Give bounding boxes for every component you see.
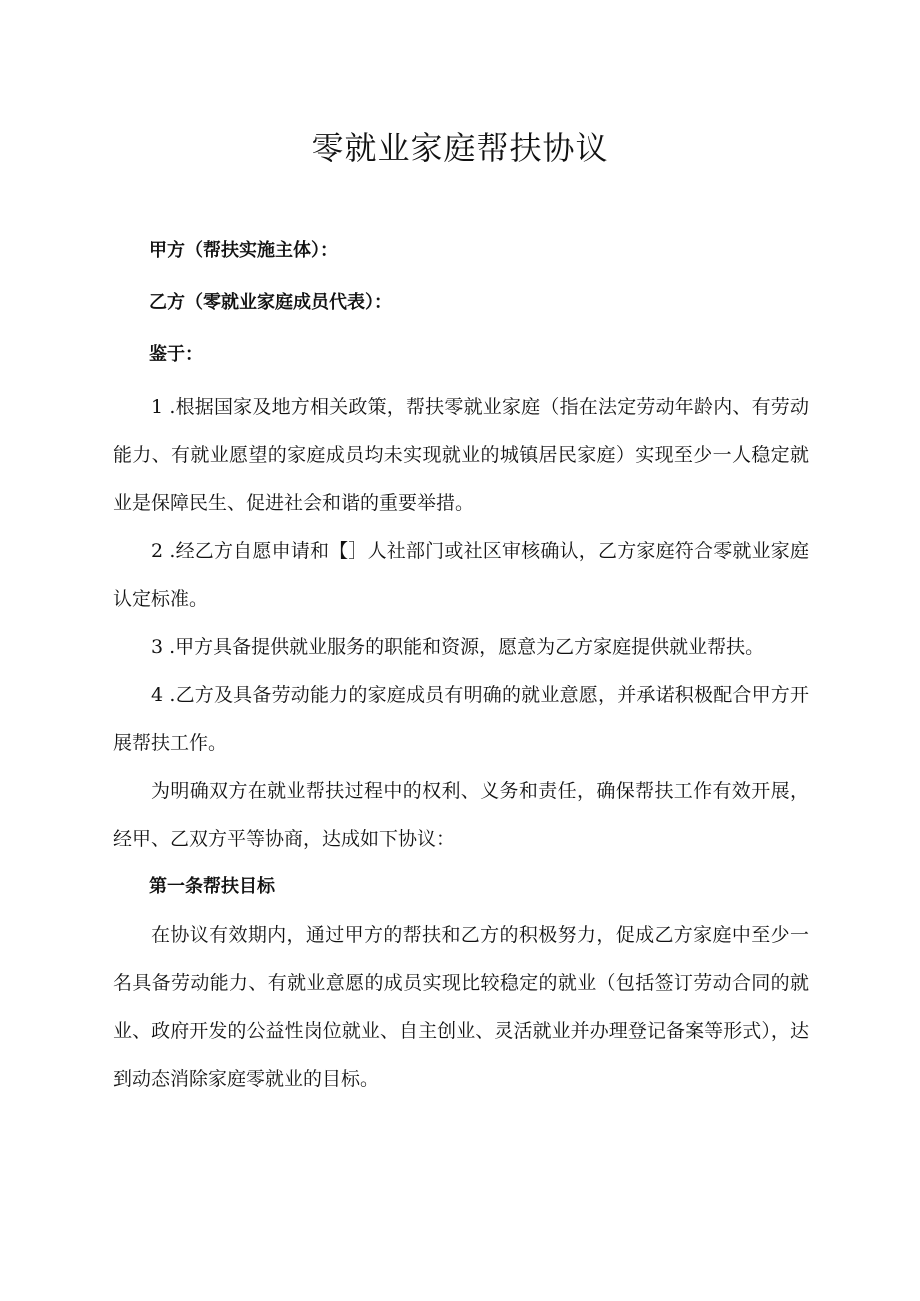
- article-1-heading: 第一条帮扶目标: [149, 876, 275, 897]
- document-title: 零就业家庭帮扶协议: [311, 129, 609, 167]
- whereas-heading: 鉴于：: [149, 344, 203, 365]
- whereas-item-2: 2 .经乙方自愿申请和【］人社部门或社区审核确认，乙方家庭符合零就业家庭认定标准。: [113, 540, 809, 610]
- document-body: [113, 227, 809, 1103]
- whereas-item-3: 3 .甲方具备提供就业服务的职能和资源，愿意为乙方家庭提供就业帮扶。: [151, 636, 765, 658]
- party-b-line: 乙方（零就业家庭成员代表）：: [149, 292, 392, 313]
- whereas-item-4: 4 .乙方及具备劳动能力的家庭成员有明确的就业意愿，并承诺积极配合甲方开展帮扶工作。: [113, 684, 809, 754]
- party-a-line: 甲方（帮扶实施主体）：: [149, 240, 338, 261]
- article-1-paragraph: 在协议有效期内，通过甲方的帮扶和乙方的积极努力，促成乙方家庭中至少一名具备劳动能力、有就业意愿的成员实现比较稳定的就业（包括签订劳动合同的就业、政府开发的公益性岗位就业、自主创业、灵活就业并办理登记备案等形式），达到动态消除家庭零就业的目标。: [113, 924, 809, 1090]
- preamble-paragraph: 为明确双方在就业帮扶过程中的权利、义务和责任，确保帮扶工作有效开展，经甲、乙双方平等协商，达成如下协议：: [113, 780, 809, 850]
- whereas-item-1: 1 .根据国家及地方相关政策，帮扶零就业家庭（指在法定劳动年龄内、有劳动能力、有就业愿望的家庭成员均未实现就业的城镇居民家庭）实现至少一人稳定就业是保障民生、促进社会和谐的重要举措。: [113, 396, 809, 514]
